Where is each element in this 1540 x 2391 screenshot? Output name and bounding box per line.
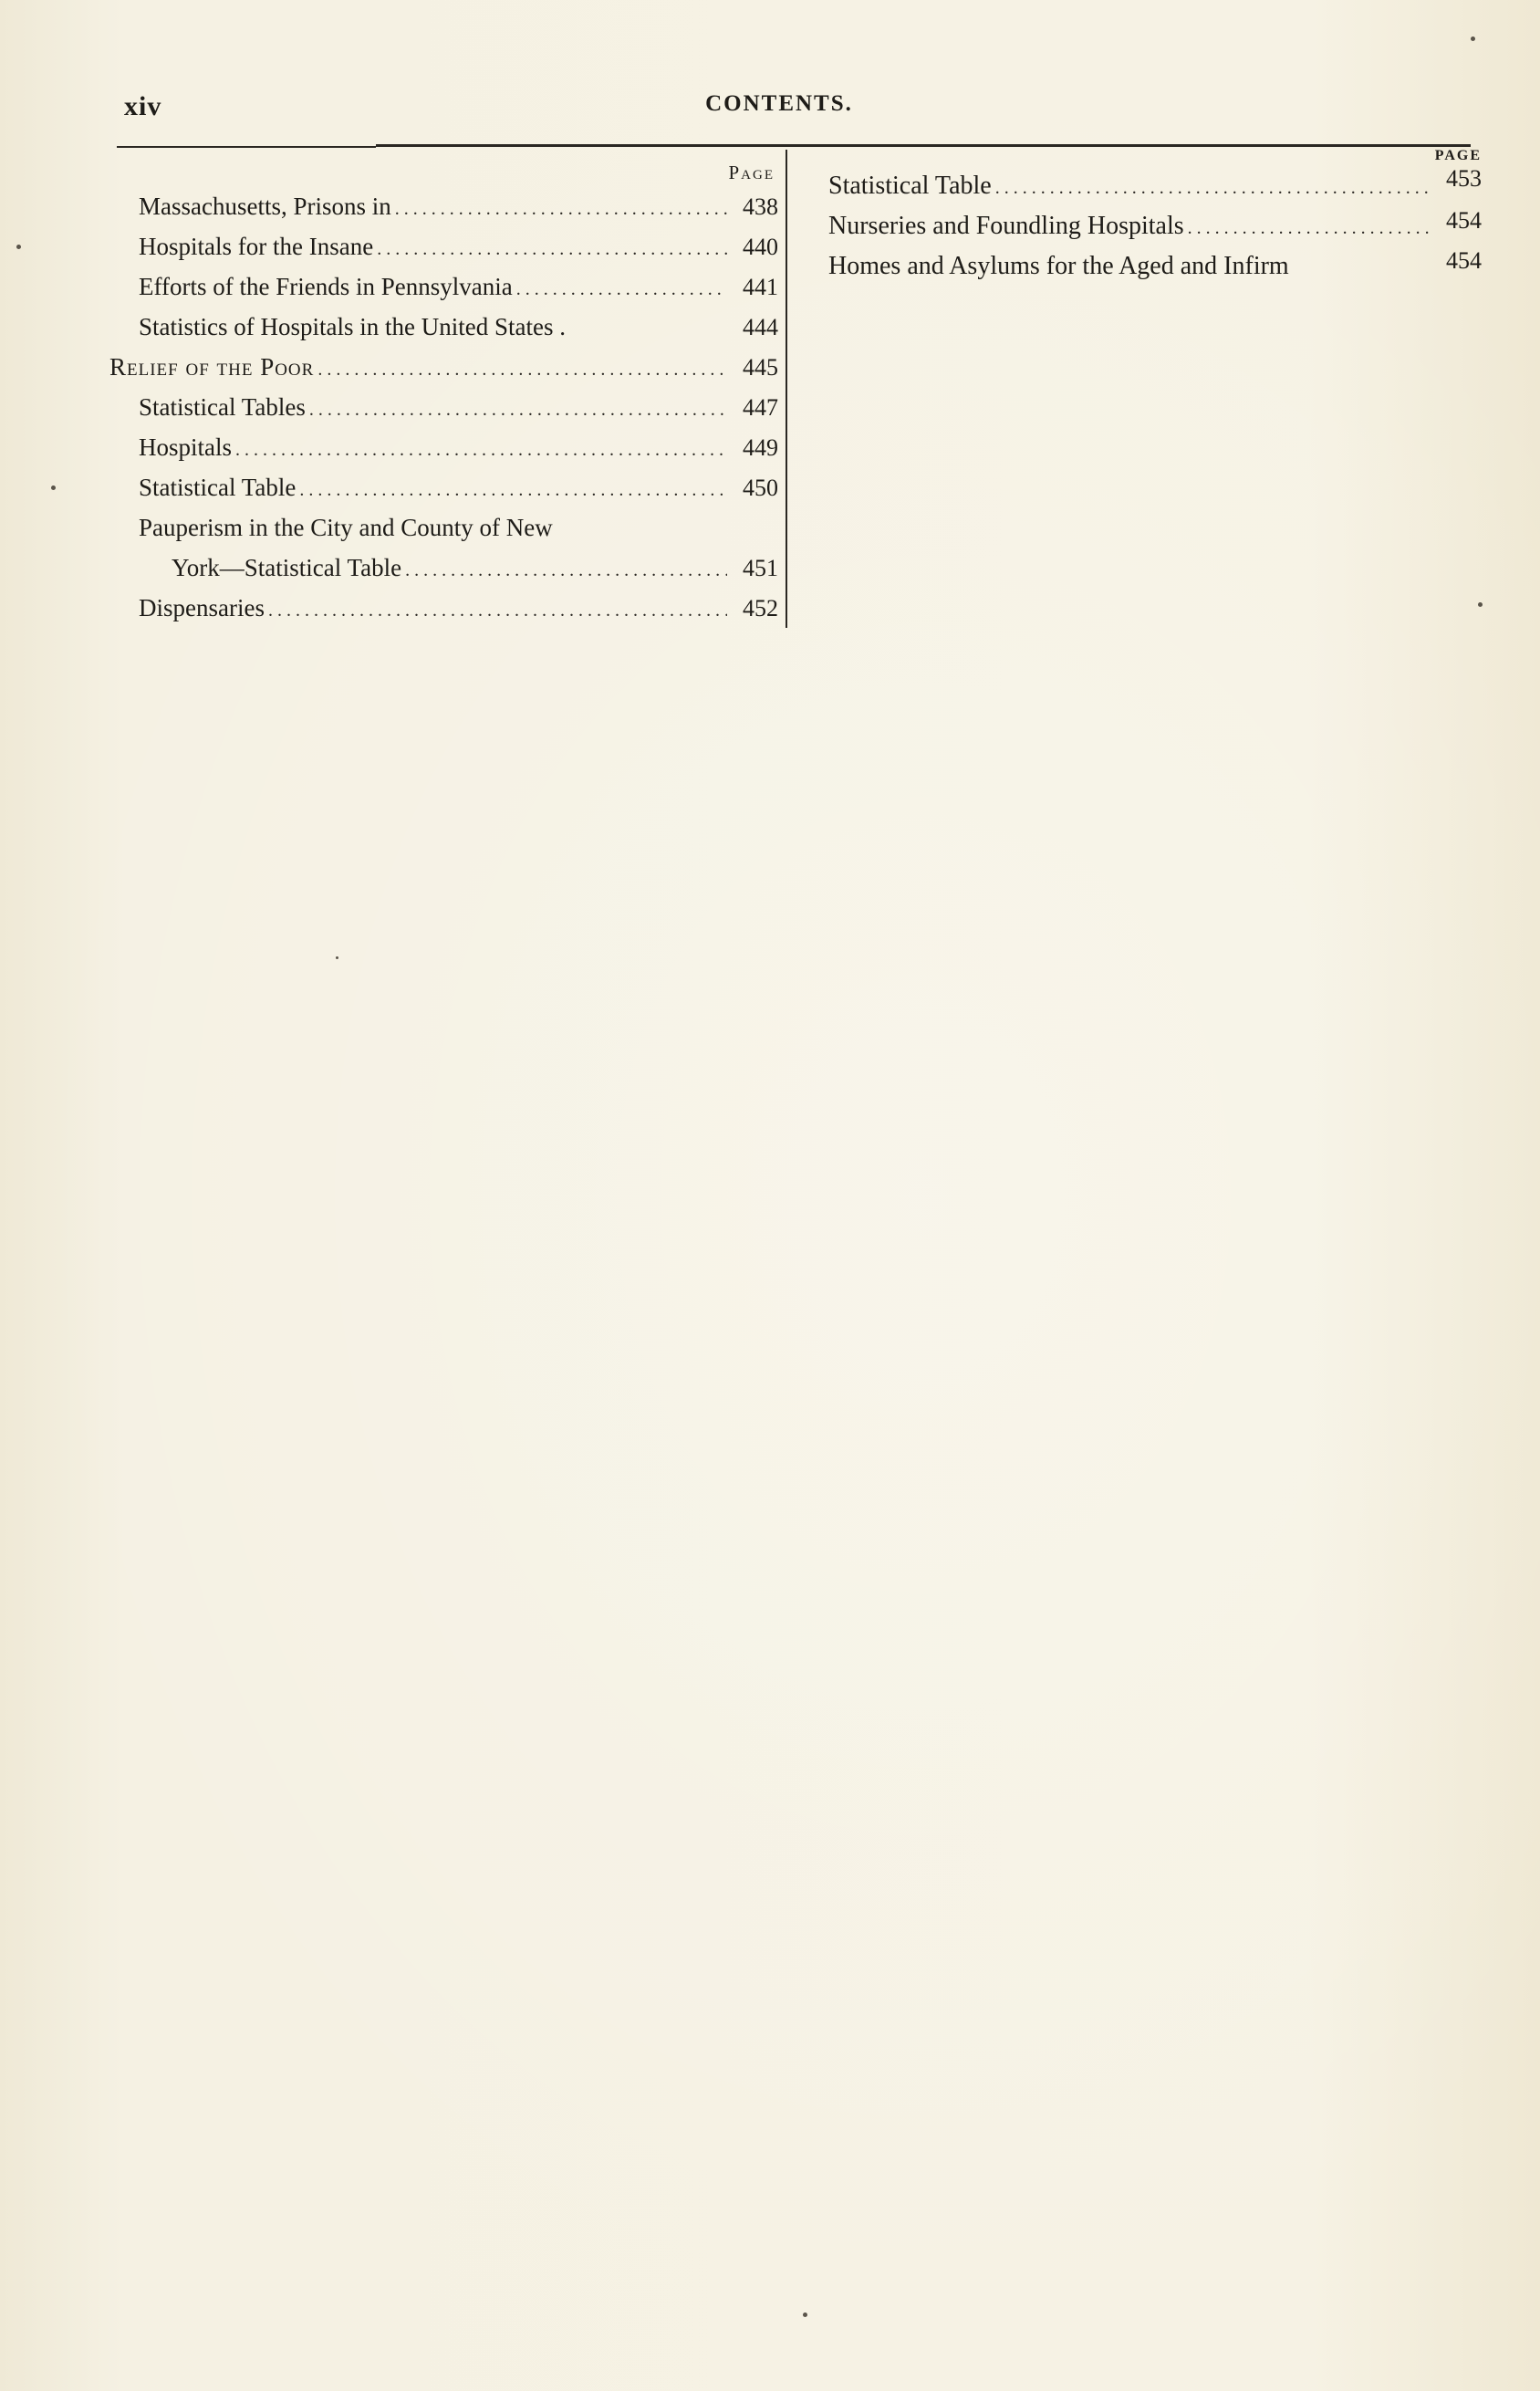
toc-entry-page: 438 [743, 193, 778, 220]
page-column-label: PAGE [1434, 148, 1482, 163]
toc-section-heading[interactable] [109, 347, 778, 387]
toc-entry-label: Nurseries and Foundling Hospitals [828, 212, 1184, 240]
toc-entry-label: Massachusetts, Prisons in [139, 193, 391, 220]
dot-leader [995, 166, 1431, 208]
toc-entry-page: 450 [743, 475, 778, 501]
toc-entry-label: Statistics of Hospitals in the United States . [139, 313, 566, 340]
toc-entry-label: Hospitals for the Insane [139, 233, 374, 260]
toc-entry-page: 445 [743, 354, 778, 381]
toc-entry[interactable] [109, 186, 778, 226]
toc-entry-continuation[interactable] [109, 548, 778, 588]
toc-entry-label: Homes and Asylums for the Aged and Infirm [828, 252, 1289, 280]
toc-entry-page: 451 [743, 555, 778, 581]
toc-entry-label: Efforts of the Friends in Pennsylvania [139, 273, 513, 300]
page-column-label: Page [728, 162, 775, 183]
toc-entry-page: 454 [1446, 247, 1482, 274]
toc-entry-label: Statistical Tables [139, 393, 306, 421]
dot-leader [268, 588, 727, 631]
page-title: CONTENTS. [705, 91, 853, 116]
dot-leader [317, 347, 727, 390]
paper-speck [336, 956, 338, 959]
toc-entry-page: 454 [1446, 207, 1482, 234]
toc-entry-label: Dispensaries [139, 594, 265, 621]
toc-entry-page: 453 [1446, 165, 1482, 192]
toc-entry[interactable] [109, 307, 778, 347]
dot-leader [405, 548, 727, 590]
toc-entry-label: Statistical Table [828, 172, 992, 200]
dot-leader [235, 427, 727, 470]
toc-entry-label: Hospitals [139, 433, 233, 461]
toc-entry[interactable] [109, 467, 778, 507]
dot-leader [377, 226, 727, 269]
toc-section-label: Relief of the Poor [109, 353, 315, 381]
toc-entry[interactable] [109, 387, 778, 427]
page-number: xiv [124, 91, 162, 121]
toc-entry-page: 449 [743, 434, 778, 461]
dot-leader [1188, 206, 1431, 248]
dot-leader [299, 467, 727, 510]
column-divider [786, 150, 787, 628]
dot-leader [395, 186, 727, 229]
toc-entry-page: 452 [743, 595, 778, 621]
paper-speck [1471, 37, 1475, 41]
paper-speck [51, 486, 56, 490]
toc-entry[interactable] [109, 507, 778, 548]
toc-entry-label: Statistical Table [139, 474, 297, 501]
toc-entry[interactable] [109, 588, 778, 628]
dot-leader [516, 266, 727, 309]
paper-speck [1478, 602, 1483, 607]
paper-speck [16, 245, 21, 249]
toc-entry-page: 444 [743, 314, 778, 340]
toc-entry[interactable] [828, 206, 1482, 246]
toc-entry[interactable] [109, 266, 778, 307]
toc-entry[interactable] [828, 246, 1482, 287]
paper-speck [803, 2313, 807, 2317]
toc-entry-page: 440 [743, 234, 778, 260]
dot-leader [309, 387, 727, 430]
toc-entry-label: York—Statistical Table [172, 554, 402, 581]
toc-entry[interactable] [828, 166, 1482, 206]
header-rule-left [117, 146, 376, 148]
contents-column-right [828, 146, 1482, 287]
toc-entry-page: 447 [743, 394, 778, 421]
toc-entry-page: 441 [743, 274, 778, 300]
contents-column-left [109, 159, 778, 628]
toc-entry[interactable] [109, 226, 778, 266]
toc-entry[interactable] [109, 427, 778, 467]
toc-entry-label: Pauperism in the City and County of New [139, 514, 553, 541]
